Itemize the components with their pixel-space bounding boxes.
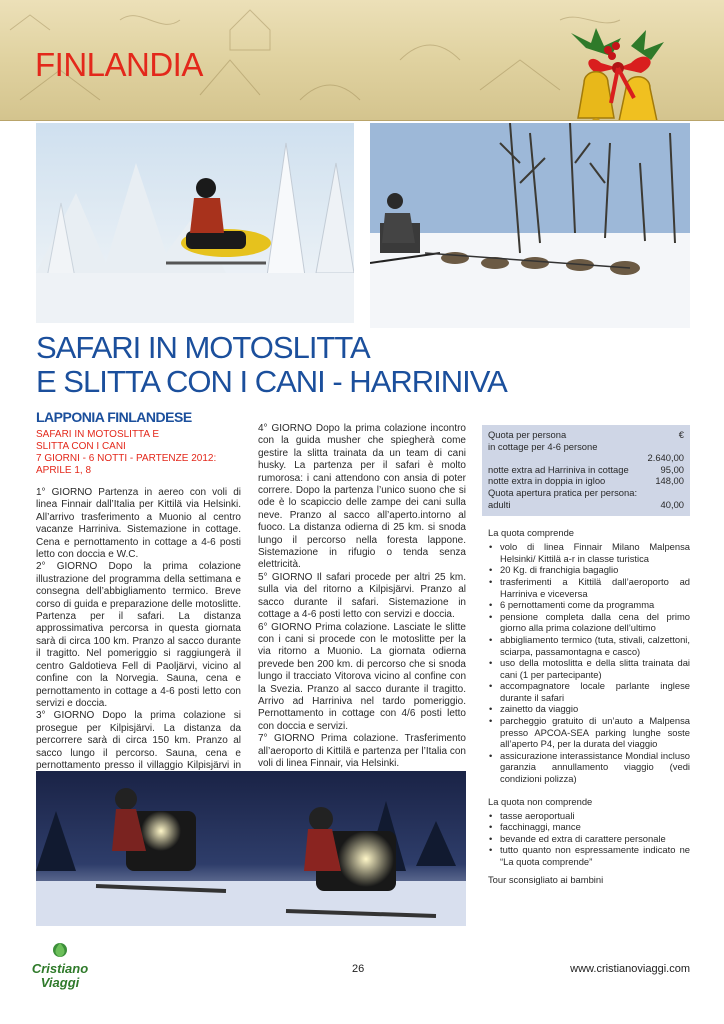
- day-3-text: 3° GIORNO Dopo la prima colazione si prosegue per Kilpisjärvi. La distanza da percorrere sarà di circa 150 km. Pranzo al sacco lungo il percorso. Sauna, cena e pernottamento presso il villaggio Kilpisjärvi in: [36, 710, 241, 771]
- cottage-label: in cottage per 4-6 persone: [488, 440, 598, 452]
- headline-line-2: E SLITTA CON I CANI - HARRINIVA: [36, 364, 507, 399]
- day-7-text: 7° GIORNO Prima colazione. Trasferimento all’aeroporto di Kittilä e partenza per l’Italia con voli di linea Finnair, via Helsinki.: [258, 733, 466, 769]
- list-item: • volo di linea Finnair Milano Malpensa Helsinki/ Kittilä a-r in classe turistica: [500, 541, 690, 564]
- itinerary-column-2: [258, 423, 466, 770]
- price-row: [488, 429, 684, 441]
- subtitle-line: APRILE 1, 8: [36, 465, 92, 476]
- price-row: [488, 475, 684, 487]
- subtitle-line: 7 GIORNI - 6 NOTTI - PARTENZE 2012:: [36, 453, 217, 464]
- list-item: • tasse aeroportuali: [500, 810, 690, 822]
- extra-igloo-price: 148,00: [655, 475, 684, 487]
- list-item: • 20 Kg. di franchigia bagaglio: [500, 564, 690, 576]
- cottage-price: 2.640,00: [647, 452, 684, 464]
- day-5-text: 5° GIORNO Il safari procede per altri 25 km. sulla via del ritorno a Kilpisjärvi. Pranzo al sacco durante il safari. Sistemazione in cottage a 4-6 posti letto con servizi e doccia.: [258, 571, 466, 621]
- includes-title: La quota comprende: [488, 527, 575, 539]
- day-2-text: 2° GIORNO Dopo la prima colazione illustrazione del programma della settimana e consegna dell’abbigliamento termico. Breve corso di guida e preparazione delle motoslitte. Partenza per il safari. La distanza approssimativa percorsa in questa giornata sarà di circa 100 km. Pranzo al sacco durante il tragitto. Nel pomeriggio si raggiungerà il centro Galdotieva Fell di Paoljärvi, vicino al confine con la Norvegia. Sauna, cena e pernottamento in cottage a 4-6 posti letto con servizi e doccia.: [36, 561, 241, 709]
- region-title: LAPPONIA FINLANDESE: [36, 409, 192, 425]
- list-item: • tutto quanto non espressamente indicato ne “La quota comprende”: [500, 844, 690, 867]
- day-1-text: 1° GIORNO Partenza in aereo con voli di linea Finnair dall’Italia per Kittilä via Helsinki. All’arrivo trasferimento a Muonio al centro vacanze Harriniva. Sistemazione in cottage. Cena e pernottamento in cottage a 4-6 posti letto con doccia e W.C.: [36, 487, 241, 561]
- price-row: [488, 499, 684, 511]
- tour-subtitle: [36, 429, 246, 477]
- website-url: www.cristianoviaggi.com: [570, 963, 690, 975]
- photo-husky-sled: [370, 123, 690, 328]
- note-text: Tour sconsigliato ai bambini: [488, 873, 604, 885]
- list-item: • assicurazione interassistance Mondial incluso garanzia annullamento viaggio (vedi condizioni polizza): [500, 750, 690, 785]
- list-item: • abbigliamento termico (tuta, stivali, calzettoni, sciarpa, passamontagna e casco): [500, 634, 690, 657]
- list-item: • uso della motoslitta e della slitta trainata dai cani (1 per partecipante): [500, 657, 690, 680]
- adults-label: adulti: [488, 498, 511, 510]
- photo-snowmobiles-night: [36, 771, 466, 926]
- price-row: [488, 464, 684, 476]
- list-item: • zainetto da viaggio: [500, 703, 690, 715]
- christmas-bells-icon: [546, 28, 696, 121]
- price-box: [482, 425, 690, 516]
- page-title: FINLANDIA: [35, 46, 203, 83]
- extra-cottage-price: 95,00: [660, 463, 684, 475]
- list-item: • accompagnatore locale parlante inglese durante il safari: [500, 680, 690, 703]
- quota-label: Quota per persona: [488, 429, 567, 440]
- excludes-title: La quota non comprende: [488, 795, 593, 807]
- page-number: 26: [352, 963, 365, 975]
- opening-fee-label: Quota apertura pratica per persona:: [488, 486, 638, 498]
- list-item: • trasferimenti a Kittilä dall’aeroporto ad Harriniva e viceversa: [500, 576, 690, 599]
- currency-label: €: [678, 429, 684, 440]
- extra-igloo-label: notte extra in doppia in igloo: [488, 475, 606, 487]
- extra-cottage-label: notte extra ad Harriniva in cottage: [488, 463, 629, 475]
- subtitle-line: SAFARI IN MOTOSLITTA E: [36, 429, 159, 440]
- photo-snowmobile-forest: [36, 123, 354, 323]
- subtitle-line: SLITTA CON I CANI: [36, 441, 126, 452]
- logo-text-1: Cristiano: [31, 961, 89, 976]
- list-item: • bevande ed extra di carattere personale: [500, 833, 690, 845]
- adults-price: 40,00: [660, 498, 684, 510]
- list-item: • parcheggio gratuito di un’auto a Malpensa presso APCOA-SEA parking lunghe soste all’aperto P4, per la durata del viaggio: [500, 715, 690, 750]
- list-item: • 6 pernottamenti come da programma: [500, 599, 690, 611]
- day-6-text: 6° GIORNO Prima colazione. Lasciate le slitte con i cani si procede con le motoslitte per la via ritorno a Muonio. La giornata odierna prevede ben 200 km. di percorso che si snoda lungo il tracciato Vitorova vicino al confine con la Svezia. Pranzo al sacco durante il tragitto. Arrivo ad Harriniva nel tardo pomeriggio. Pernottamento in cottage con 4/6 posti letto con doccia e servizi.: [258, 621, 466, 732]
- header-banner: [0, 0, 724, 121]
- cristiano-viaggi-logo: [24, 940, 96, 1000]
- logo-text-2: Viaggi: [40, 975, 80, 990]
- list-item: • pensione completa dalla cena del primo giorno alla prima colazione dell’ultimo: [500, 611, 690, 634]
- list-item: • facchinaggi, mance: [500, 821, 690, 833]
- itinerary-column-1: [36, 487, 241, 785]
- includes-list: [482, 541, 690, 784]
- headline-line-1: SAFARI IN MOTOSLITTA: [36, 330, 370, 365]
- excludes-list: [482, 810, 690, 868]
- day-4-text: 4° GIORNO Dopo la prima colazione incontro con la guida musher che spiegherà come gestire la slitta trainata da un team di cani husky. La partenza per il safari è molto rumorosa: i cani attendono con ansia di poter correre. Dopo la partenza l’unico suono che si ode è lo scapiccio delle zampe dei cani sulla neve. Pranzo al sacco all’aperto.intorno al fuoco. La distanza odierna di 25 km. si snoda lungo il percorso nella foresta lappone. Sistemazione in rifugio o tenda senza elettricità.: [258, 423, 466, 571]
- info-sidebar: [482, 425, 690, 885]
